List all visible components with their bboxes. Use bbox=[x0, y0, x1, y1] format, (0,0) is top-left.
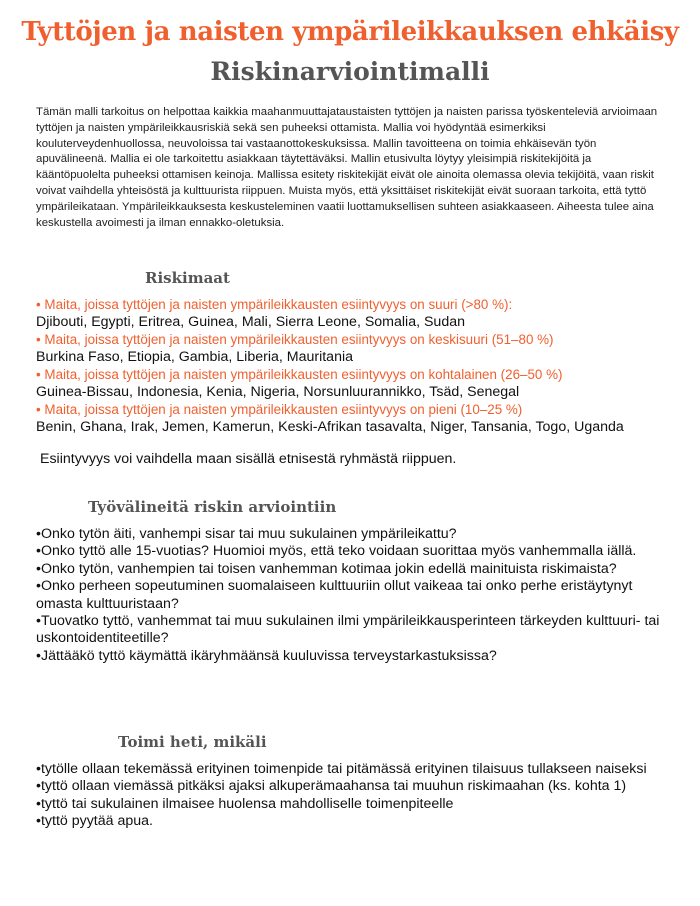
document-subtitle: Riskinarviointimalli bbox=[210, 57, 490, 86]
risk-country-list bbox=[36, 296, 676, 436]
tyovalineita-heading: Työvälineitä riskin arviointiin bbox=[88, 498, 337, 516]
risk-category-label: • Maita, joissa tyttöjen ja naisten ympärileikkausten esiintyvyys on keskisuuri (51–80 %) bbox=[36, 332, 554, 347]
document-title: Tyttöjen ja naisten ympärileikkauksen ehkäisy bbox=[21, 17, 679, 47]
list-item: • Onko perheen sopeutuminen suomalaiseen kulttuuriin ollut vaikeaa tai onko perhe eristäytynyt omasta kulttuuristaan? bbox=[36, 578, 666, 613]
riskimaat-heading: Riskimaat bbox=[145, 269, 230, 287]
act-now-list bbox=[36, 761, 666, 831]
list-item: • tyttö tai sukulainen ilmaisee huolensa mahdolliselle toimenpiteelle bbox=[36, 796, 666, 813]
list-item: • Jättääkö tyttö käymättä ikäryhmäänsä kuuluvissa terveystarkastuksissa? bbox=[36, 648, 666, 665]
list-item: • Onko tytön, vanhempien tai toisen vanhemman kotimaa jokin edellä mainituista riskimaista? bbox=[36, 561, 666, 578]
risk-category-label: • Maita, joissa tyttöjen ja naisten ympärileikkausten esiintyvyys on pieni (10–25 %) bbox=[36, 402, 523, 417]
risk-category-countries: Djibouti, Egypti, Eritrea, Guinea, Mali, Sierra Leone, Somalia, Sudan bbox=[36, 314, 465, 330]
risk-category-label: • Maita, joissa tyttöjen ja naisten ympärileikkausten esiintyvyys on kohtalainen (26–50 %) bbox=[36, 367, 563, 382]
list-item: • Onko tytön äiti, vanhempi sisar tai muu sukulainen ympärileikattu? bbox=[36, 526, 666, 543]
list-item: • tytölle ollaan tekemässä erityinen toimenpide tai pitämässä erityinen tilaisuus tullakseen naiseksi bbox=[36, 761, 666, 778]
list-item: • Tuovatko tyttö, vanhemmat tai muu sukulainen ilmi ympärileikkausperinteen tärkeyden kulttuuri- tai uskontoidentiteetille? bbox=[36, 613, 666, 648]
list-item: • tyttö ollaan viemässä pitkäksi ajaksi alkuperämaahansa tai muuhun riskimaahan (ks. kohta 1) bbox=[36, 778, 666, 795]
prevalence-note: Esiintyvyys voi vaihdella maan sisällä etnisestä ryhmästä riippuen. bbox=[40, 451, 457, 467]
risk-category-countries: Burkina Faso, Etiopia, Gambia, Liberia, Mauritania bbox=[36, 349, 354, 365]
risk-category-label: • Maita, joissa tyttöjen ja naisten ympärileikkausten esiintyvyys on suuri (>80 %): bbox=[36, 297, 513, 312]
risk-category-countries: Guinea-Bissau, Indonesia, Kenia, Nigeria, Norsunluurannikko, Tsäd, Senegal bbox=[36, 384, 520, 400]
intro-paragraph: Tämän malli tarkoitus on helpottaa kaikkia maahanmuuttajataustaisten tyttöjen ja naisten parissa työskenteleviä arvioimaan tyttöjen ja naisten ympärileikkausriskiä sekä sen puheeksi ottamista. Mallia voi hyödyntää esimerkiksi kouluterveydenhuollossa, neuvoloissa tai vastaanottokeskuksissa. Mallin tavoitteena on toimia ehkäisevän työn apuvälineenä. Mallia ei ole tarkoitettu asiakkaan täytettäväksi. Mallin etusivulta löytyy yleisimpiä riskitekijöitä ja kääntöpuolelta puheeksi ottamisen keinoja. Mallissa esitety riskitekijät eivät ole ainoita olemassa olevia tekijöitä, vaan riskit voivat vaihdella yhteisöstä ja kulttuurista riippuen. Muista myös, että yksittäiset riskitekijät eivät suoraan tarkoita, että tyttö ympärileikataan. Ympärileikkauksesta keskusteleminen vaatii luottamuksellisen suhteen asiakkaaseen. Aiheesta tulee aina keskustella avoimesti ja ilman ennakko-oletuksia. bbox=[36, 106, 658, 229]
risk-category-countries: Benin, Ghana, Irak, Jemen, Kamerun, Keski-Afrikan tasavalta, Niger, Tansania, Togo, Uganda bbox=[36, 419, 624, 435]
risk-assessment-list bbox=[36, 526, 666, 665]
list-item: • Onko tyttö alle 15-vuotias? Huomioi myös, että teko voidaan suorittaa myös vanhemmalla iällä. bbox=[36, 543, 666, 560]
toimi-heading: Toimi heti, mikäli bbox=[118, 733, 267, 751]
list-item: • tyttö pyytää apua. bbox=[36, 813, 666, 830]
